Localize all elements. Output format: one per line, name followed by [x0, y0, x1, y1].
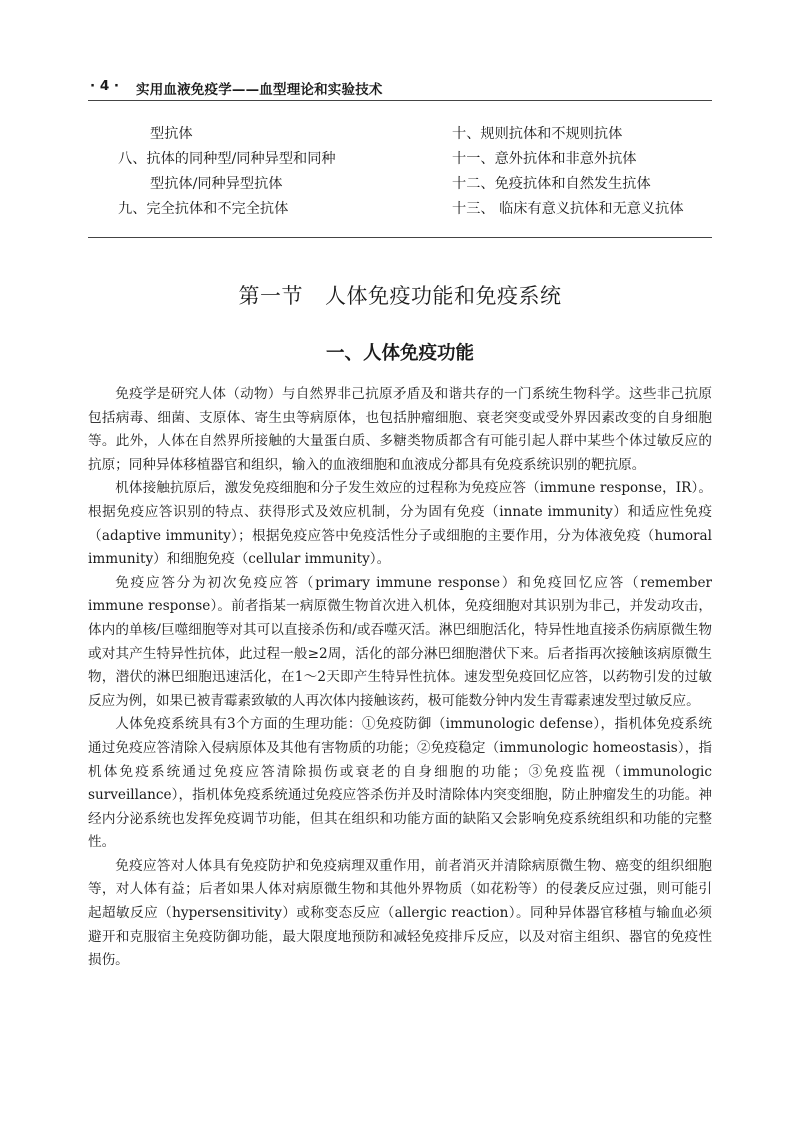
section-number: 第一节	[238, 284, 303, 308]
outline-left-column	[118, 122, 438, 222]
section-title: 人体免疫功能和免疫系统	[325, 284, 562, 308]
paragraph: 机体接触抗原后，激发免疫细胞和分子发生效应的过程称为免疫应答（immune response，IR）。根据免疫应答识别的特点、获得形式及效应机制，分为固有免疫（innate immunity）和适应性免疫（adaptive immunity）；根据免疫应答中免疫活性分子或细胞的主要作用，分为体液免疫（humoral immunity）和细胞免疫（cellular immunity）。	[88, 480, 712, 568]
running-header	[88, 70, 712, 100]
outline-line: 九、完全抗体和不完全抗体	[118, 201, 289, 217]
subsection-heading: 一、人体免疫功能	[325, 343, 474, 364]
outline-rule	[88, 237, 712, 238]
paragraph: 人体免疫系统具有3个方面的生理功能：①免疫防御（immunologic defense），指机体免疫系统通过免疫应答清除入侵病原体及其他有害物质的功能；②免疫稳定（immunologic homeostasis），指机体免疫系统通过免疫应答清除损伤或衰老的自身细胞的功能；③免疫监视（immunologic surveillance），指机体免疫系统通过免疫应答杀伤并及时清除体内突变细胞，防止肿瘤发生的功能。神经内分泌系统也发挥免疫调节功能，但其在组织和功能方面的缺陷又会影响免疫系统组织和功能的完整性。	[88, 716, 712, 851]
paragraph: 免疫应答对人体具有免疫防护和免疫病理双重作用，前者消灭并清除病原微生物、癌变的组织细胞等，对人体有益；后者如果人体对病原微生物和其他外界物质（如花粉等）的侵袭反应过强，则可能引起超敏反应（hypersensitivity）或称变态反应（allergic reaction）。同种异体器官移植与输血必须避开和克服宿主免疫防御功能，最大限度地预防和减轻免疫排斥反应，以及对宿主组织、器官的免疫性损伤。	[88, 857, 712, 969]
header-rule	[88, 100, 712, 101]
outline-line: 型抗体/同种异型抗体	[150, 176, 283, 192]
paragraph: 免疫学是研究人体（动物）与自然界非己抗原矛盾及和谐共存的一门系统生物科学。这些非己抗原包括病毒、细菌、支原体、寄生虫等病原体，也包括肿瘤细胞、衰老突变或受外界因素改变的自身细胞等。此外，人体在自然界所接触的大量蛋白质、多糖类物质都含有可能引起人群中某些个体过敏反应的抗原；同种异体移植器官和组织，输入的血液细胞和血液成分都具有免疫系统识别的靶抗原。	[88, 386, 712, 473]
outline-line: 十二、免疫抗体和自然发生抗体	[452, 176, 651, 192]
outline-line: 十三、 临床有意义抗体和无意义抗体	[452, 201, 684, 217]
outline-line: 型抗体	[150, 126, 193, 142]
book-title: 实用血液免疫学——血型理论和实验技术	[136, 82, 383, 98]
outline-line: 十、规则抗体和不规则抗体	[452, 126, 623, 142]
outline-line: 十一、意外抗体和非意外抗体	[452, 151, 637, 167]
page-number: · 4 ·	[90, 78, 120, 94]
outline-line: 八、抗体的同种型/同种异型和同种	[118, 151, 336, 167]
section-heading	[0, 280, 800, 310]
paragraph: 免疫应答分为初次免疫应答（primary immune response）和免疫回忆应答（remember immune response）。前者指某一病原微生物首次进入机体，免疫细胞对其识别为非己，并发动攻击，体内的单核/巨噬细胞等对其可以直接杀伤和/或吞噬灭活。淋巴细胞活化，特异性地直接杀伤病原微生物或对其产生特异性抗体，此过程一般≥2周，活化的部分淋巴细胞潜伏下来。后者指再次接触该病原微生物，潜伏的淋巴细胞迅速活化，在1～2天即产生特异性抗体。速发型免疫回忆应答，以药物引发的过敏反应为例，如果已被青霉素致敏的人再次体内接触该药，极可能数分钟内发生青霉素速发型过敏反应。	[88, 574, 712, 709]
body-text	[88, 383, 712, 973]
outline-right-column	[452, 122, 722, 222]
